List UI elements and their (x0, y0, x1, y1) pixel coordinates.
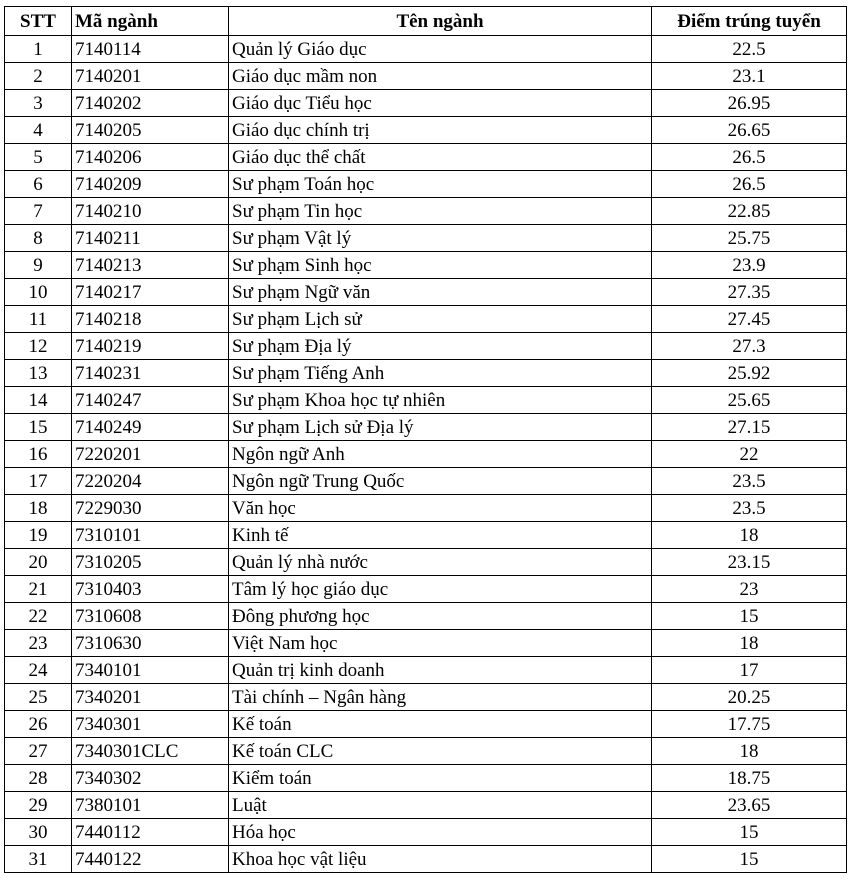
cell-name: Quản lý nhà nước (229, 549, 652, 576)
cell-score: 15 (652, 603, 847, 630)
cell-name: Hóa học (229, 819, 652, 846)
cell-code: 7310403 (72, 576, 229, 603)
cell-score: 26.95 (652, 90, 847, 117)
cell-stt: 22 (5, 603, 72, 630)
cell-name: Quản lý Giáo dục (229, 36, 652, 63)
cell-code: 7140249 (72, 414, 229, 441)
cell-code: 7229030 (72, 495, 229, 522)
table-row (5, 198, 847, 225)
cell-code: 7140201 (72, 63, 229, 90)
cell-score: 23.15 (652, 549, 847, 576)
header-row (5, 7, 847, 36)
table-row (5, 333, 847, 360)
table-row (5, 738, 847, 765)
cell-code: 7340302 (72, 765, 229, 792)
cell-name: Giáo dục thể chất (229, 144, 652, 171)
table-row (5, 792, 847, 819)
table-row (5, 522, 847, 549)
cell-stt: 4 (5, 117, 72, 144)
table-row (5, 171, 847, 198)
cell-stt: 3 (5, 90, 72, 117)
table-row (5, 252, 847, 279)
cell-code: 7140211 (72, 225, 229, 252)
cell-name: Quản trị kinh doanh (229, 657, 652, 684)
cell-stt: 26 (5, 711, 72, 738)
cell-stt: 7 (5, 198, 72, 225)
cell-stt: 2 (5, 63, 72, 90)
cell-score: 23.5 (652, 495, 847, 522)
cell-code: 7140114 (72, 36, 229, 63)
cell-code: 7310205 (72, 549, 229, 576)
table-row (5, 387, 847, 414)
table-row (5, 846, 847, 873)
cell-score: 22.5 (652, 36, 847, 63)
header-code: Mã ngành (72, 7, 229, 36)
cell-name: Kế toán (229, 711, 652, 738)
cell-name: Kinh tế (229, 522, 652, 549)
cell-name: Kiểm toán (229, 765, 652, 792)
cell-name: Sư phạm Vật lý (229, 225, 652, 252)
cell-name: Giáo dục chính trị (229, 117, 652, 144)
cell-score: 26.5 (652, 171, 847, 198)
table-row (5, 711, 847, 738)
cell-score: 18 (652, 522, 847, 549)
cell-score: 26.65 (652, 117, 847, 144)
cell-code: 7140218 (72, 306, 229, 333)
cell-stt: 8 (5, 225, 72, 252)
cell-name: Tâm lý học giáo dục (229, 576, 652, 603)
cell-stt: 18 (5, 495, 72, 522)
cell-score: 17 (652, 657, 847, 684)
table-row (5, 36, 847, 63)
header-stt: STT (5, 7, 72, 36)
table-row (5, 306, 847, 333)
cell-name: Giáo dục Tiểu học (229, 90, 652, 117)
cell-score: 15 (652, 846, 847, 873)
admission-scores-table (4, 6, 847, 873)
cell-name: Ngôn ngữ Trung Quốc (229, 468, 652, 495)
cell-score: 20.25 (652, 684, 847, 711)
table-row (5, 684, 847, 711)
cell-stt: 16 (5, 441, 72, 468)
cell-code: 7340301 (72, 711, 229, 738)
table-row (5, 90, 847, 117)
table-row (5, 441, 847, 468)
cell-code: 7140213 (72, 252, 229, 279)
cell-name: Văn học (229, 495, 652, 522)
cell-score: 26.5 (652, 144, 847, 171)
table-row (5, 414, 847, 441)
cell-code: 7380101 (72, 792, 229, 819)
table-row (5, 657, 847, 684)
table-header (5, 7, 847, 36)
table-row (5, 765, 847, 792)
cell-name: Ngôn ngữ Anh (229, 441, 652, 468)
cell-stt: 19 (5, 522, 72, 549)
cell-stt: 9 (5, 252, 72, 279)
cell-name: Sư phạm Tin học (229, 198, 652, 225)
table-row (5, 63, 847, 90)
cell-stt: 28 (5, 765, 72, 792)
cell-score: 25.92 (652, 360, 847, 387)
cell-code: 7310101 (72, 522, 229, 549)
cell-stt: 25 (5, 684, 72, 711)
cell-code: 7140247 (72, 387, 229, 414)
cell-code: 7440112 (72, 819, 229, 846)
cell-score: 18 (652, 630, 847, 657)
cell-stt: 5 (5, 144, 72, 171)
cell-score: 23.5 (652, 468, 847, 495)
cell-stt: 13 (5, 360, 72, 387)
cell-stt: 15 (5, 414, 72, 441)
table-row (5, 495, 847, 522)
header-score: Điểm trúng tuyển (652, 7, 847, 36)
cell-score: 18 (652, 738, 847, 765)
cell-name: Giáo dục mầm non (229, 63, 652, 90)
cell-stt: 10 (5, 279, 72, 306)
header-name: Tên ngành (229, 7, 652, 36)
table-row (5, 225, 847, 252)
table-row (5, 630, 847, 657)
cell-code: 7340301CLC (72, 738, 229, 765)
table-row (5, 360, 847, 387)
cell-code: 7220201 (72, 441, 229, 468)
cell-stt: 31 (5, 846, 72, 873)
cell-name: Sư phạm Ngữ văn (229, 279, 652, 306)
cell-score: 22.85 (652, 198, 847, 225)
cell-name: Sư phạm Địa lý (229, 333, 652, 360)
cell-stt: 6 (5, 171, 72, 198)
cell-score: 25.75 (652, 225, 847, 252)
cell-name: Luật (229, 792, 652, 819)
cell-name: Khoa học vật liệu (229, 846, 652, 873)
cell-name: Sư phạm Toán học (229, 171, 652, 198)
cell-score: 18.75 (652, 765, 847, 792)
cell-name: Sư phạm Sinh học (229, 252, 652, 279)
table-row (5, 549, 847, 576)
cell-score: 17.75 (652, 711, 847, 738)
cell-name: Sư phạm Lịch sử Địa lý (229, 414, 652, 441)
cell-score: 23.9 (652, 252, 847, 279)
cell-name: Sư phạm Tiếng Anh (229, 360, 652, 387)
cell-code: 7140202 (72, 90, 229, 117)
table-row (5, 576, 847, 603)
cell-name: Việt Nam học (229, 630, 652, 657)
cell-code: 7140210 (72, 198, 229, 225)
cell-stt: 1 (5, 36, 72, 63)
table-row (5, 117, 847, 144)
cell-code: 7310608 (72, 603, 229, 630)
cell-stt: 20 (5, 549, 72, 576)
cell-code: 7140231 (72, 360, 229, 387)
cell-code: 7340201 (72, 684, 229, 711)
cell-score: 27.3 (652, 333, 847, 360)
cell-name: Tài chính – Ngân hàng (229, 684, 652, 711)
cell-code: 7140209 (72, 171, 229, 198)
cell-score: 25.65 (652, 387, 847, 414)
cell-stt: 12 (5, 333, 72, 360)
table-body (5, 36, 847, 873)
cell-stt: 27 (5, 738, 72, 765)
cell-stt: 29 (5, 792, 72, 819)
cell-code: 7140205 (72, 117, 229, 144)
table-row (5, 279, 847, 306)
cell-code: 7310630 (72, 630, 229, 657)
cell-score: 27.45 (652, 306, 847, 333)
table-row (5, 819, 847, 846)
cell-code: 7140217 (72, 279, 229, 306)
cell-code: 7440122 (72, 846, 229, 873)
cell-stt: 30 (5, 819, 72, 846)
cell-stt: 24 (5, 657, 72, 684)
cell-code: 7340101 (72, 657, 229, 684)
cell-name: Đông phương học (229, 603, 652, 630)
cell-stt: 11 (5, 306, 72, 333)
cell-code: 7140206 (72, 144, 229, 171)
cell-score: 27.15 (652, 414, 847, 441)
cell-score: 23.65 (652, 792, 847, 819)
cell-name: Sư phạm Khoa học tự nhiên (229, 387, 652, 414)
table-row (5, 468, 847, 495)
cell-name: Kế toán CLC (229, 738, 652, 765)
cell-stt: 21 (5, 576, 72, 603)
cell-stt: 17 (5, 468, 72, 495)
cell-stt: 14 (5, 387, 72, 414)
cell-score: 27.35 (652, 279, 847, 306)
cell-score: 22 (652, 441, 847, 468)
cell-stt: 23 (5, 630, 72, 657)
cell-score: 23.1 (652, 63, 847, 90)
cell-code: 7140219 (72, 333, 229, 360)
cell-score: 23 (652, 576, 847, 603)
table-row (5, 144, 847, 171)
cell-code: 7220204 (72, 468, 229, 495)
cell-name: Sư phạm Lịch sử (229, 306, 652, 333)
table-row (5, 603, 847, 630)
cell-score: 15 (652, 819, 847, 846)
